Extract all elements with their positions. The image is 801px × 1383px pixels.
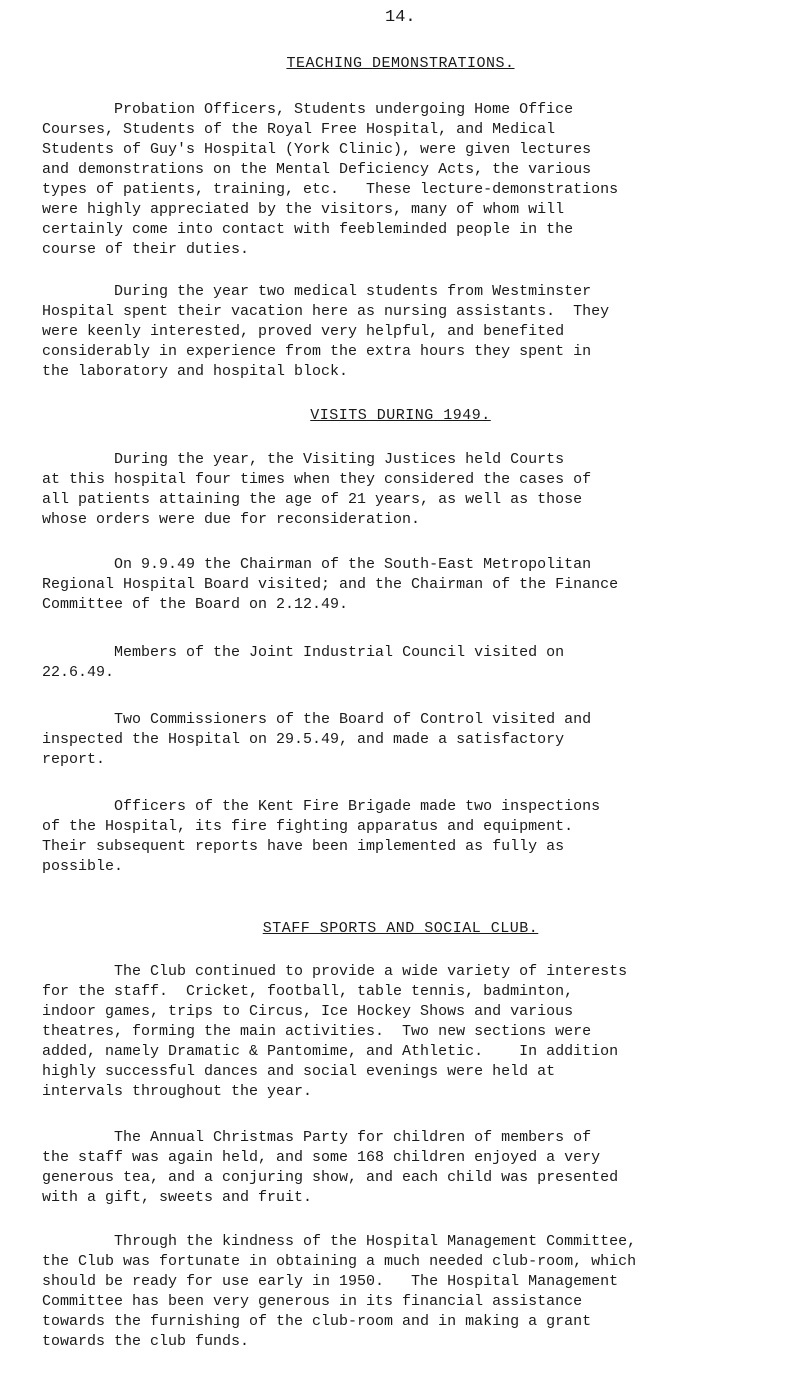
heading-staff-sports-social-club: STAFF SPORTS AND SOCIAL CLUB. <box>262 920 539 937</box>
paragraph-visits-2: On 9.9.49 the Chairman of the South-East Metropolitan Regional Hospital Board visited; and the Chairman of the Finance Committee of the Board on 2.12.49. <box>42 556 619 613</box>
paragraph-club-3: Through the kindness of the Hospital Management Committee, the Club was fortunate in obtaining a much needed club-room, which should be ready for use early in 1950. The Hospital Management Committee has been very generous in its financial assistance towards the furnishing of the club-room and in making a grant towards the club funds. <box>42 1233 637 1350</box>
paragraph-visits-5: Officers of the Kent Fire Brigade made two inspections of the Hospital, its fire fighting apparatus and equipment. Their subsequent reports have been implemented as fully as possible. <box>42 798 601 875</box>
paragraph-visits-1: During the year, the Visiting Justices held Courts at this hospital four times when they considered the cases of all patients attaining the age of 21 years, as well as those whose orders were due for reconsideration. <box>42 451 592 528</box>
paragraph-visits-4: Two Commissioners of the Board of Control visited and inspected the Hospital on 29.5.49, and made a satisfactory report. <box>42 711 592 768</box>
paragraph-teaching-2: During the year two medical students from Westminster Hospital spent their vacation here as nursing assistants. They were keenly interested, proved very helpful, and benefited considerably in experience from the extra hours they spent in the laboratory and hospital block. <box>42 283 610 380</box>
page-number: 14. <box>385 8 416 27</box>
heading-visits-during-1949: VISITS DURING 1949. <box>310 407 491 424</box>
heading-teaching-demonstrations: TEACHING DEMONSTRATIONS. <box>286 55 515 72</box>
paragraph-club-2: The Annual Christmas Party for children of members of the staff was again held, and some 168 children enjoyed a very generous tea, and a conjuring show, and each child was presented with a gift, sweets and fruit. <box>42 1129 619 1206</box>
paragraph-teaching-1: Probation Officers, Students undergoing Home Office Courses, Students of the Royal Free Hospital, and Medical Students of Guy's Hospital (York Clinic), were given lectures and demonstrations on the Mental Deficiency Acts, the various types of patients, training, etc. These lecture-demonstrations were highly appreciated by the visitors, many of whom will certainly come into contact with feebleminded people in the course of their duties. <box>42 101 619 258</box>
paragraph-club-1: The Club continued to provide a wide variety of interests for the staff. Cricket, football, table tennis, badminton, indoor games, trips to Circus, Ice Hockey Shows and various theatres, forming the main activities. Two new sections were added, namely Dramatic & Pantomime, and Athletic. In addition highly successful dances and social evenings were held at intervals throughout the year. <box>42 963 628 1100</box>
paragraph-visits-3: Members of the Joint Industrial Council visited on 22.6.49. <box>42 644 565 681</box>
